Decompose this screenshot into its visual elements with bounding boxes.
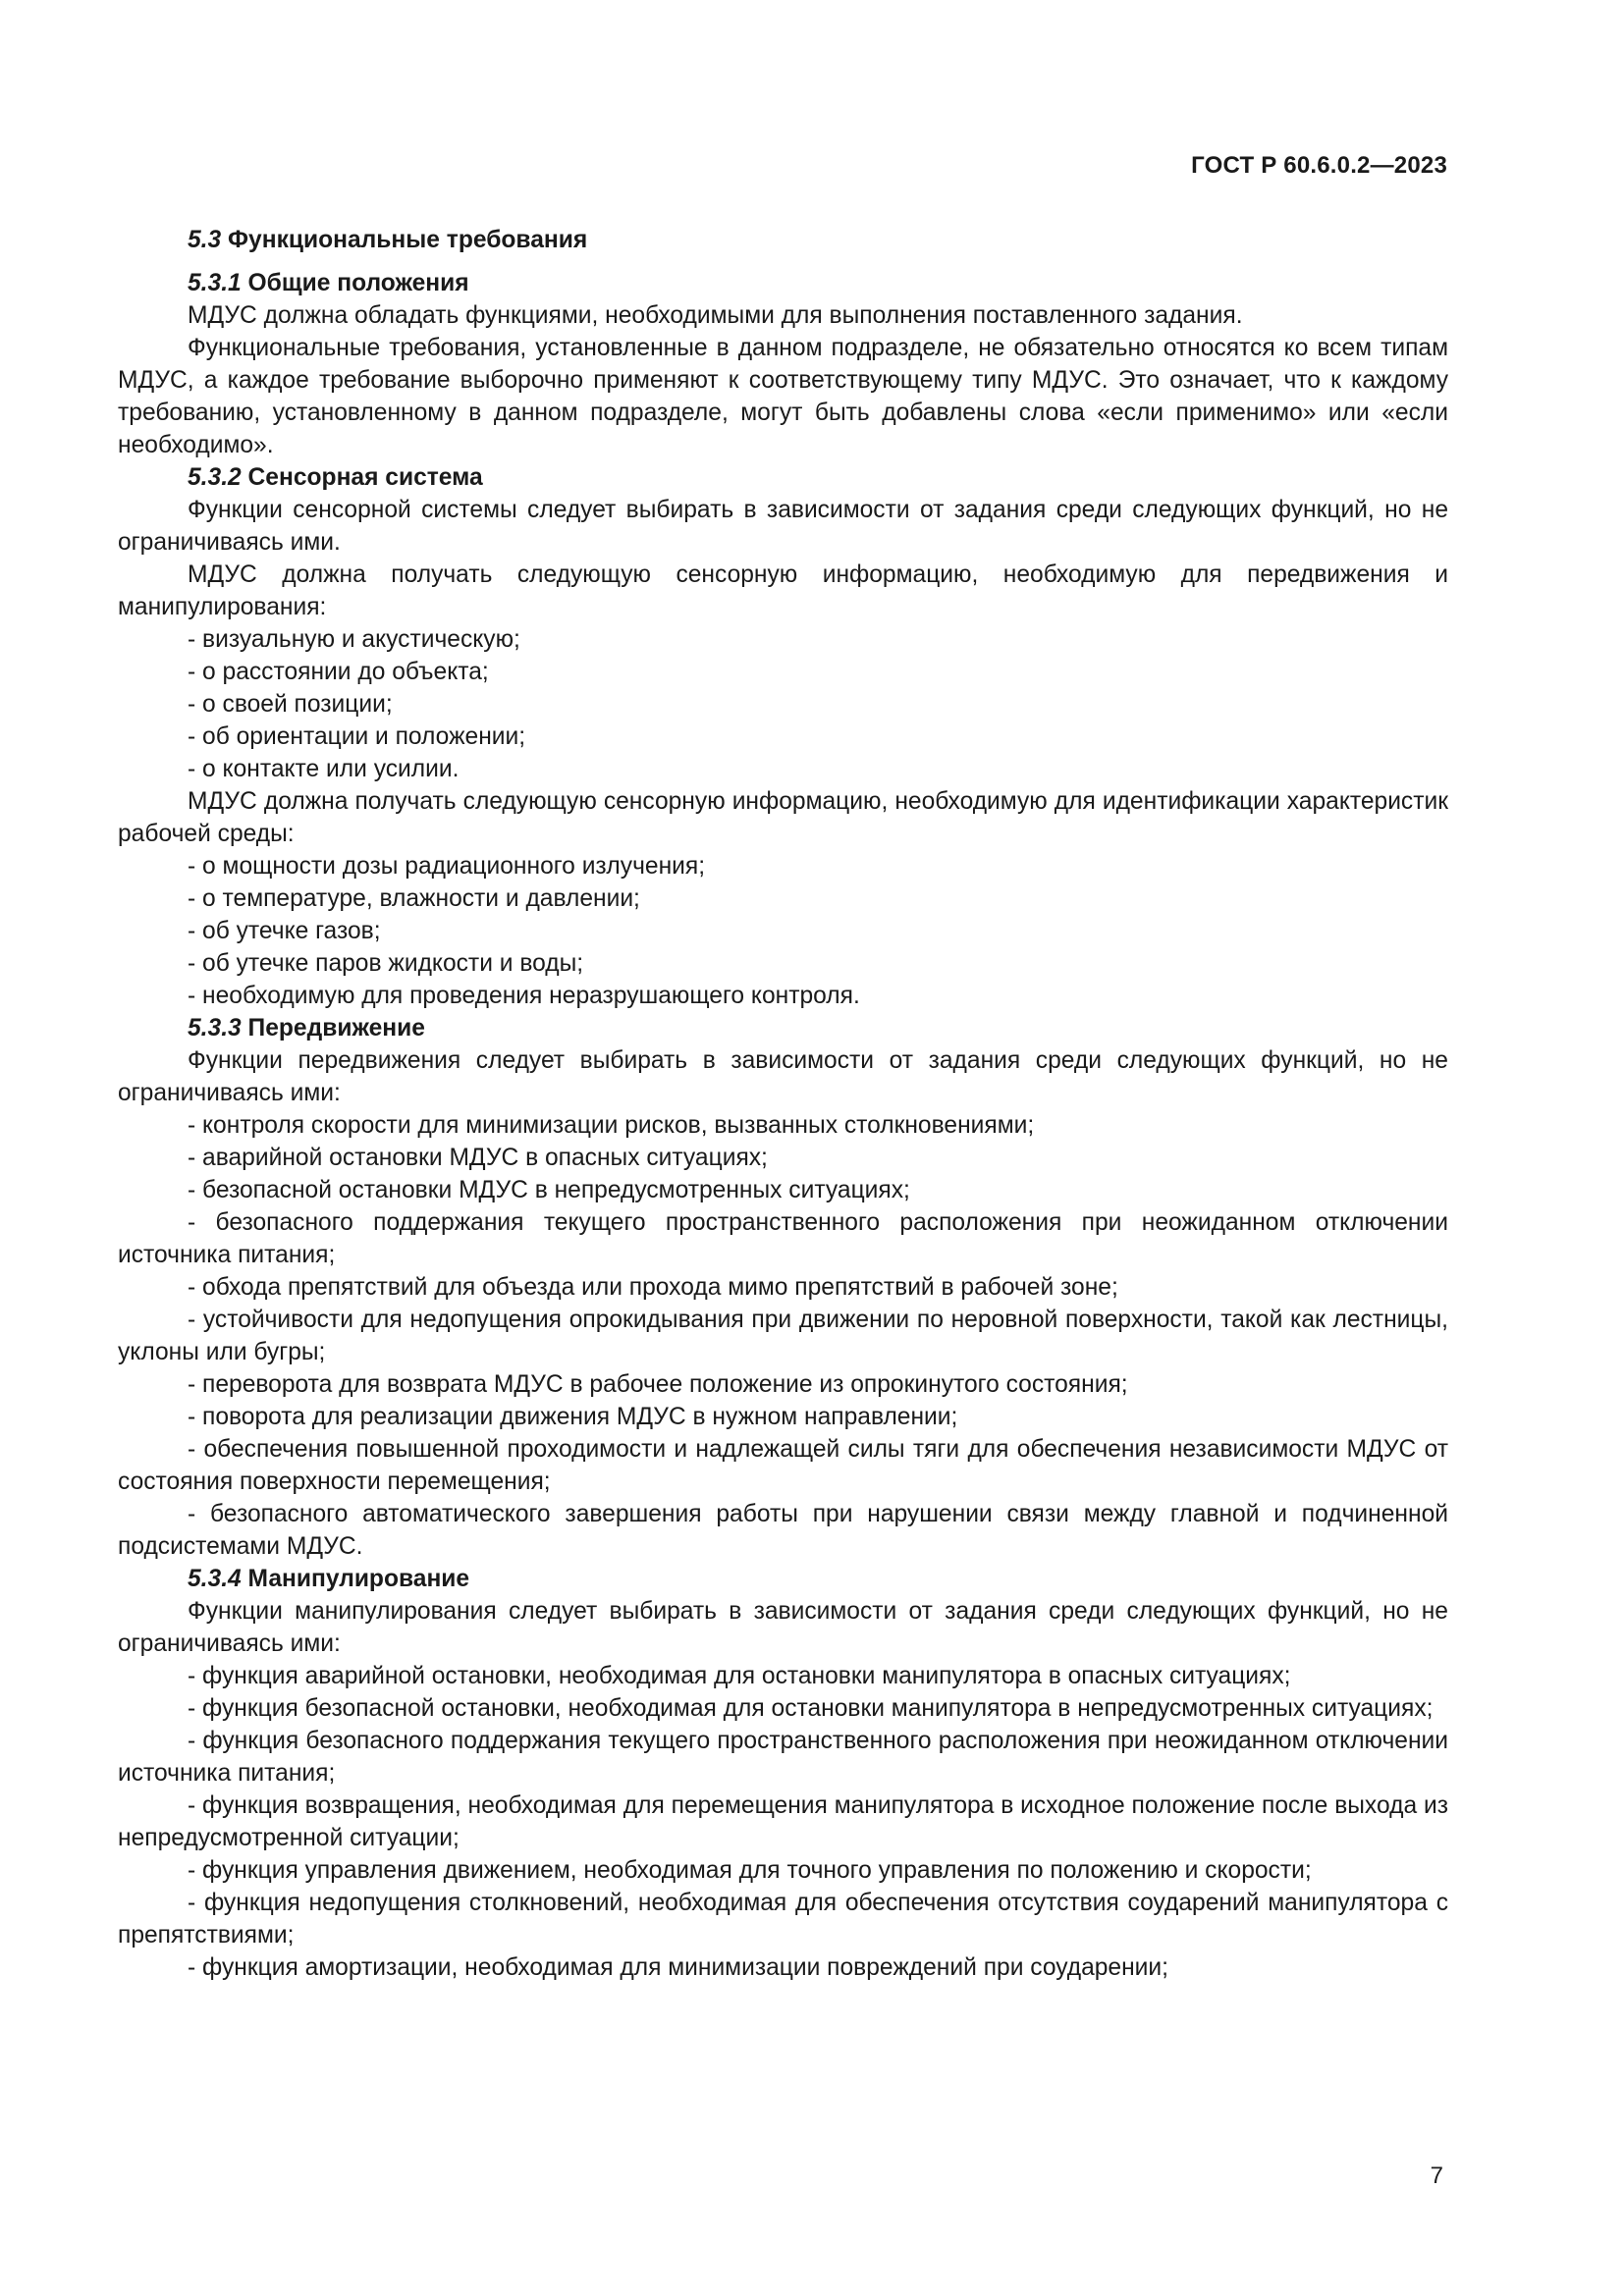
document-code: ГОСТ Р 60.6.0.2—2023: [1191, 152, 1447, 179]
paragraph: МДУС должна получать следующую сенсорную информацию, необходимую для идентификации характеристик рабочей среды:: [118, 788, 1448, 847]
subsection-number: 5.3.2: [188, 464, 242, 491]
list-item: - безопасной остановки МДУС в непредусмотренных ситуациях;: [188, 1177, 910, 1203]
list-item: - визуальную и акустическую;: [188, 626, 520, 653]
subsection-title: Передвижение: [247, 1015, 425, 1041]
list-item: - об ориентации и положении;: [188, 723, 526, 750]
list-item: - обеспечения повышенной проходимости и надлежащей силы тяги для обеспечения независимости МДУС от состояния поверхности перемещения;: [118, 1436, 1448, 1495]
section-number: 5.3: [188, 227, 222, 253]
list-item: - функция аварийной остановки, необходимая для остановки манипулятора в опасных ситуациях;: [188, 1663, 1291, 1689]
list-item: - обхода препятствий для объезда или прохода мимо препятствий в рабочей зоне;: [188, 1274, 1118, 1301]
list-item: - функция управления движением, необходимая для точного управления по положению и скорости;: [188, 1857, 1312, 1884]
list-item: - о температуре, влажности и давлении;: [188, 885, 640, 912]
subsection-title: Сенсорная система: [247, 464, 483, 491]
list-item: - контроля скорости для минимизации рисков, вызванных столкновениями;: [188, 1112, 1035, 1139]
paragraph: Функциональные требования, установленные в данном подразделе, не обязательно относятся ко всем типам МДУС, а каждое требование выборочно применяют к соответствующему типу МДУС. Это означает, что к каждому требованию, установленному в данном подразделе, могут быть добавлены слова «если применимо» или «если необходимо».: [118, 335, 1448, 458]
list-item: - о контакте или усилии.: [188, 756, 460, 782]
list-item: - функция возвращения, необходимая для перемещения манипулятора в исходное положение после выхода из непредусмотренной ситуации;: [118, 1792, 1448, 1851]
subsection-heading-5-3-2: [118, 461, 1448, 494]
document-body: [118, 224, 1448, 1984]
list-item: - необходимую для проведения неразрушающего контроля.: [188, 983, 860, 1009]
page-number: 7: [1430, 2163, 1443, 2189]
subsection-heading-5-3-1: [118, 267, 1448, 299]
list-item: - о своей позиции;: [188, 691, 393, 718]
paragraph: Функции сенсорной системы следует выбирать в зависимости от задания среди следующих функций, но не ограничиваясь ими.: [118, 497, 1448, 556]
list-item: - функция безопасной остановки, необходимая для остановки манипулятора в непредусмотренных ситуациях;: [188, 1695, 1434, 1722]
list-item: - устойчивости для недопущения опрокидывания при движении по неровной поверхности, такой как лестницы, уклоны или бугры;: [118, 1307, 1448, 1365]
paragraph: МДУС должна получать следующую сенсорную информацию, необходимую для передвижения и манипулирования:: [118, 561, 1448, 620]
subsection-number: 5.3.3: [188, 1015, 242, 1041]
subsection-title: Манипулирование: [247, 1566, 470, 1592]
paragraph: МДУС должна обладать функциями, необходимыми для выполнения поставленного задания.: [188, 302, 1243, 329]
list-item: - о расстоянии до объекта;: [188, 659, 489, 685]
list-item: - о мощности дозы радиационного излучения;: [188, 853, 706, 880]
subsection-heading-5-3-3: [118, 1012, 1448, 1044]
list-item: - функция амортизации, необходимая для минимизации повреждений при соударении;: [188, 1954, 1168, 1981]
list-item: - функция безопасного поддержания текущего пространственного расположения при неожиданном отключении источника питания;: [118, 1728, 1448, 1787]
list-item: - безопасного поддержания текущего пространственного расположения при неожиданном отключении источника питания;: [118, 1209, 1448, 1268]
section-heading-5-3: [118, 224, 1448, 256]
list-item: - об утечке газов;: [188, 918, 381, 944]
subsection-title: Общие положения: [247, 270, 469, 296]
subsection-heading-5-3-4: [118, 1563, 1448, 1595]
paragraph: Функции передвижения следует выбирать в зависимости от задания среди следующих функций, но не ограничиваясь ими:: [118, 1047, 1448, 1106]
list-item: - поворота для реализации движения МДУС в нужном направлении;: [188, 1404, 958, 1430]
list-item: - безопасного автоматического завершения работы при нарушении связи между главной и подчиненной подсистемами МДУС.: [118, 1501, 1448, 1560]
list-item: - аварийной остановки МДУС в опасных ситуациях;: [188, 1145, 768, 1171]
subsection-number: 5.3.1: [188, 270, 242, 296]
paragraph: Функции манипулирования следует выбирать в зависимости от задания среди следующих функций, но не ограничиваясь ими:: [118, 1598, 1448, 1657]
list-item: - переворота для возврата МДУС в рабочее положение из опрокинутого состояния;: [188, 1371, 1128, 1398]
section-title: Функциональные требования: [228, 227, 588, 253]
subsection-number: 5.3.4: [188, 1566, 242, 1592]
list-item: - функция недопущения столкновений, необходимая для обеспечения отсутствия соударений манипулятора с препятствиями;: [118, 1890, 1448, 1949]
list-item: - об утечке паров жидкости и воды;: [188, 950, 584, 977]
